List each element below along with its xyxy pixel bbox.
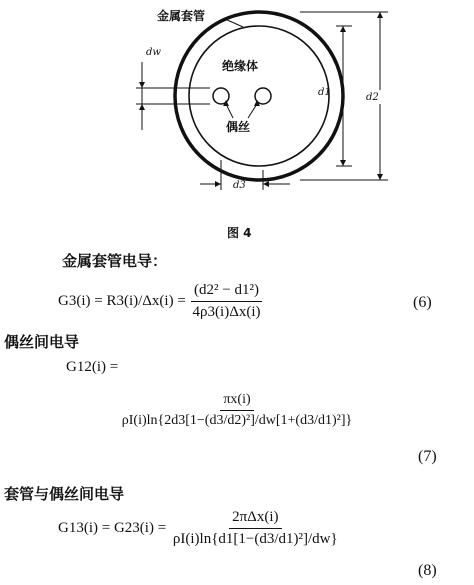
d3-arrow-right	[263, 181, 269, 187]
eq8-fraction	[170, 509, 341, 548]
eq7-denominator: ρI(i)ln{2d3[1−(d3/d2)²]/dw[1+(d3/d1)²]}	[121, 413, 353, 428]
equation-6	[58, 282, 264, 321]
eq7-fraction	[119, 392, 355, 429]
section-sheath-conductance: 金属套管电导：	[62, 252, 168, 270]
eq6-numerator: (d2² − d1²)	[191, 282, 262, 302]
eq8-lhs: G13(i) = G23(i) =	[58, 519, 167, 536]
equation-8	[58, 509, 341, 548]
inner-sheath-circle	[189, 26, 329, 166]
equation-7	[0, 392, 474, 429]
equation-7-number: (7)	[418, 448, 437, 465]
sheath-label: 金属套管	[157, 9, 206, 23]
d1-vertical-label: d1	[318, 87, 331, 98]
dw-arrow-bottom	[139, 104, 145, 110]
d1-arrow-top	[340, 26, 346, 32]
wire-leader-left	[226, 104, 233, 118]
eq7-lhs: G12(i) =	[66, 359, 119, 375]
eq7-numerator: πx(i)	[220, 392, 253, 411]
equation-6-number: (6)	[413, 294, 432, 311]
eq8-denominator: ρI(i)ln{d1[1−(d3/d1)²]/dw}	[172, 531, 338, 547]
section-wire-conductance: 偶丝间电导	[4, 333, 80, 351]
dw-arrow-top	[139, 82, 145, 88]
d3-label: d3	[233, 180, 246, 191]
eq6-denominator: 4ρ3(i)Δx(i)	[192, 304, 261, 320]
figure-caption: 图 4	[227, 226, 252, 240]
eq6-lhs: G3(i) = R3(i)/Δx(i) =	[58, 292, 186, 309]
wire-label: 偶丝	[226, 120, 251, 134]
cross-section-figure	[0, 0, 474, 200]
dw-label: dw	[146, 47, 161, 58]
d2-arrow-bottom	[377, 174, 383, 180]
d2-arrow-top	[377, 12, 383, 18]
sheath-leader	[225, 19, 243, 27]
d2-label: d2	[366, 92, 379, 103]
section-sheath-wire-conductance: 套管与偶丝间电导	[4, 485, 125, 503]
insulator-label: 绝缘体	[222, 59, 259, 73]
wire-leader-right	[248, 104, 257, 118]
d1-arrow-bottom	[340, 160, 346, 166]
equation-8-number: (8)	[418, 562, 437, 579]
eq8-numerator: 2πΔx(i)	[229, 509, 281, 529]
d3-arrow-left	[215, 181, 221, 187]
eq6-fraction	[190, 282, 264, 321]
